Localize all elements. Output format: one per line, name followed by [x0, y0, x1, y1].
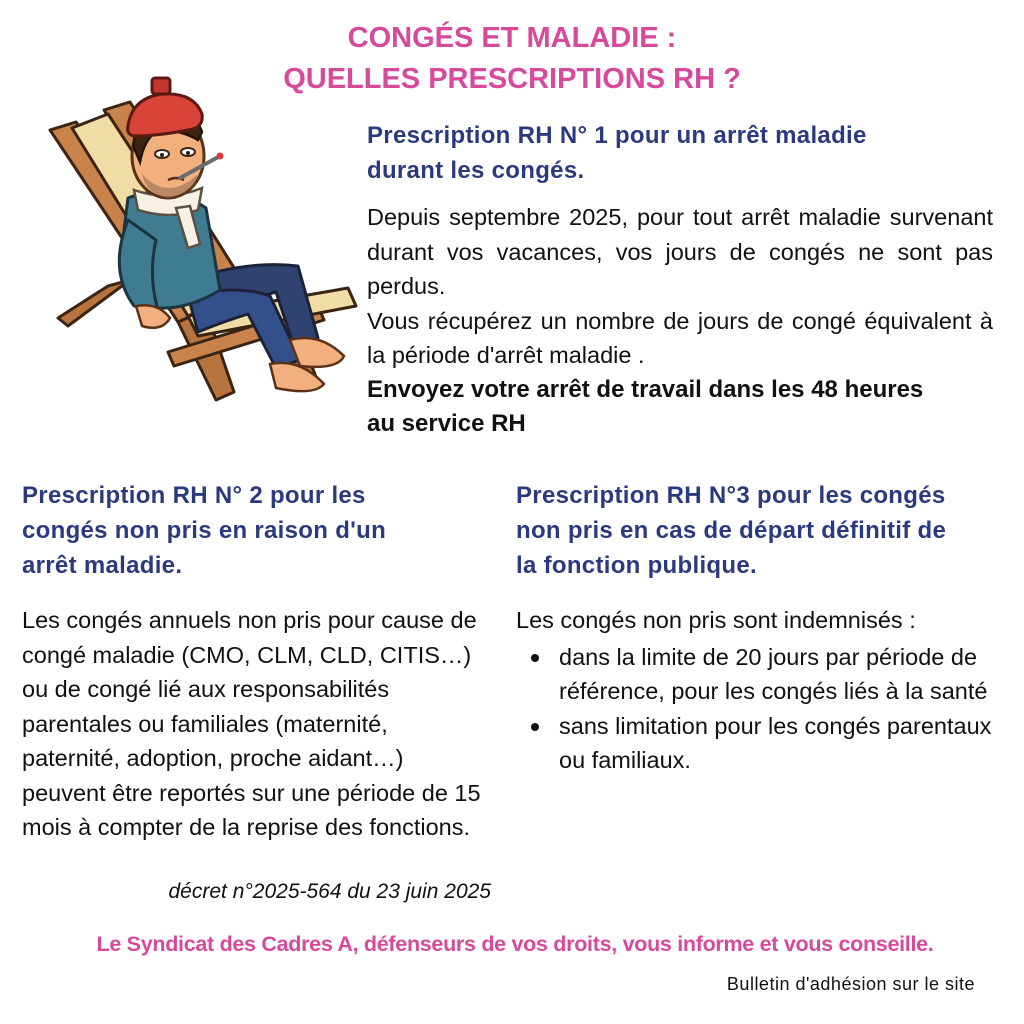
list-item [516, 640, 1001, 709]
prescription-2-heading-line-3: arrêt maladie. [22, 552, 183, 579]
prescription-3 [516, 478, 1001, 778]
prescription-3-heading-line-2: non pris en cas de départ définitif de [516, 517, 947, 544]
prescription-1-emphasis-line-2: au service RH [367, 410, 526, 437]
title-line-1: CONGÉS ET MALADIE : [347, 22, 677, 54]
prescription-2-heading [22, 478, 492, 583]
decree-reference: décret n°2025-564 du 23 juin 2025 [168, 880, 491, 903]
footer-tagline: Le Syndicat des Cadres A, défenseurs de vos droits, vous informe et vous conseille. [96, 932, 934, 956]
prescription-2-heading-line-2: congés non pris en raison d'un [22, 517, 387, 544]
sick-man-deck-chair-icon [38, 70, 368, 415]
list-item [516, 709, 1001, 778]
prescription-1-emphasis [367, 373, 993, 442]
prescription-3-heading [516, 478, 1001, 583]
prescription-1-heading-line-2: durant les congés. [367, 157, 585, 184]
membership-note: Bulletin d'adhésion sur le site [726, 974, 975, 994]
prescription-1-heading-line-1: Prescription RH N° 1 pour un arrêt maladie [367, 122, 867, 149]
prescription-3-heading-line-3: la fonction publique. [516, 552, 757, 579]
bullet-dot-icon [531, 723, 539, 731]
prescription-1 [367, 118, 993, 442]
bullet-dot-icon [531, 654, 539, 662]
prescription-2-body: Les congés annuels non pris pour cause de congé maladie (CMO, CLM, CLD, CITIS…) ou de congé lié aux responsabilités parentales ou familiales (maternité, paternité, adoption, proche aidant…) peuvent être reportés sur une période de 15 mois à compter de la reprise des fonctions. [22, 607, 481, 840]
prescription-1-heading [367, 118, 993, 188]
prescription-1-paragraph-1: Depuis septembre 2025, pour tout arrêt maladie survenant durant vos vacances, vos jours de congés ne sont pas perdus. [367, 204, 993, 299]
prescription-2-heading-line-1: Prescription RH N° 2 pour les [22, 482, 366, 509]
prescription-1-emphasis-line-1: Envoyez votre arrêt de travail dans les 48 heures [367, 375, 924, 403]
list-item-text: sans limitation pour les congés parentaux ou familiaux. [559, 712, 992, 773]
title-line-2: QUELLES PRESCRIPTIONS RH ? [283, 63, 741, 95]
prescription-1-paragraph-2: Vous récupérez un nombre de jours de congé équivalent à la période d'arrêt maladie . [367, 307, 993, 368]
prescription-2 [22, 478, 492, 845]
prescription-3-heading-line-1: Prescription RH N°3 pour les congés [516, 482, 946, 509]
list-item-text: dans la limite de 20 jours par période de référence, pour les congés liés à la santé [559, 643, 988, 704]
prescription-3-bullet-list [516, 640, 1001, 778]
prescription-3-intro: Les congés non pris sont indemnisés : [516, 607, 916, 633]
